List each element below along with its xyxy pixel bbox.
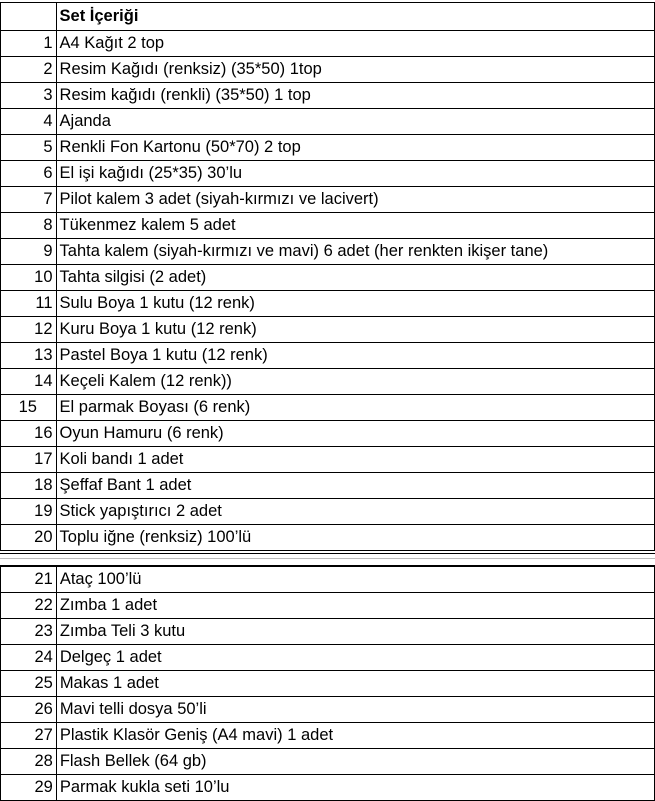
item-description-cell: Kuru Boya 1 kutu (12 renk): [56, 317, 654, 343]
item-description-cell: Sulu Boya 1 kutu (12 renk): [56, 291, 654, 317]
item-description-cell: Renkli Fon Kartonu (50*70) 2 top: [56, 135, 654, 161]
item-description-cell: Tükenmez kalem 5 adet: [56, 213, 654, 239]
row-number-cell: 12: [1, 317, 57, 343]
item-description-cell: Oyun Hamuru (6 renk): [56, 421, 654, 447]
item-description-cell: Tahta kalem (siyah-kırmızı ve mavi) 6 adet (her renkten ikişer tane): [56, 239, 654, 265]
table-row: [1, 723, 655, 749]
item-description-cell: Pilot kalem 3 adet (siyah-kırmızı ve lacivert): [56, 187, 654, 213]
table-row: [1, 109, 655, 135]
row-number-cell: 27: [1, 723, 57, 749]
row-number-cell: 14: [1, 369, 57, 395]
row-number-cell: 24: [1, 645, 57, 671]
item-description-cell: Şeffaf Bant 1 adet: [56, 473, 654, 499]
row-number-cell: 16: [1, 421, 57, 447]
item-description-cell: El işi kağıdı (25*35) 30’lu: [56, 161, 654, 187]
item-description-cell: Stick yapıştırıcı 2 adet: [56, 499, 654, 525]
table-row: [1, 83, 655, 109]
row-number-cell: 23: [1, 619, 57, 645]
row-number-cell: 28: [1, 749, 57, 775]
row-number-cell: 11: [1, 291, 57, 317]
item-description-cell: Parmak kukla seti 10’lu: [56, 775, 654, 801]
row-number-cell: 4: [1, 109, 57, 135]
table-row: [1, 749, 655, 775]
item-description-cell: Flash Bellek (64 gb): [56, 749, 654, 775]
row-number-cell: 9: [1, 239, 57, 265]
row-number-cell: 10: [1, 265, 57, 291]
row-number-cell: 19: [1, 499, 57, 525]
item-description-cell: Pastel Boya 1 kutu (12 renk): [56, 343, 654, 369]
item-description-cell: Tahta silgisi (2 adet): [56, 265, 654, 291]
table-row: [1, 291, 655, 317]
row-number-cell: 25: [1, 671, 57, 697]
row-number-cell: 2: [1, 57, 57, 83]
table-row: [1, 593, 655, 619]
table-row: [1, 343, 655, 369]
item-description-cell: Plastik Klasör Geniş (A4 mavi) 1 adet: [56, 723, 654, 749]
supply-list-table-bottom: [0, 566, 655, 801]
row-number-cell: 7: [1, 187, 57, 213]
supply-list-table-top: [0, 2, 655, 551]
table-row: [1, 395, 655, 421]
table-row: [1, 31, 655, 57]
table-row: [1, 525, 655, 551]
item-description-cell: Ajanda: [56, 109, 654, 135]
table-body-bottom: [1, 567, 655, 801]
table-row: [1, 317, 655, 343]
header-title-cell: Set İçeriği: [56, 3, 654, 31]
row-number-cell: 13: [1, 343, 57, 369]
table-row: [1, 421, 655, 447]
table-row: [1, 619, 655, 645]
item-description-cell: A4 Kağıt 2 top: [56, 31, 654, 57]
table-row: [1, 239, 655, 265]
table-row: [1, 265, 655, 291]
row-number-cell: 15: [1, 395, 57, 421]
item-description-cell: Toplu iğne (renksiz) 100’lü: [56, 525, 654, 551]
table-row: [1, 473, 655, 499]
row-number-cell: 18: [1, 473, 57, 499]
page-break-separator: [0, 553, 655, 566]
header-number-cell: [1, 3, 57, 31]
table-row: [1, 645, 655, 671]
item-description-cell: Keçeli Kalem (12 renk)): [56, 369, 654, 395]
row-number-cell: 8: [1, 213, 57, 239]
table-row: [1, 697, 655, 723]
item-description-cell: Zımba Teli 3 kutu: [56, 619, 654, 645]
table-row: [1, 499, 655, 525]
item-description-cell: Resim kağıdı (renkli) (35*50) 1 top: [56, 83, 654, 109]
item-description-cell: Makas 1 adet: [56, 671, 654, 697]
row-number-cell: 26: [1, 697, 57, 723]
row-number-cell: 20: [1, 525, 57, 551]
row-number-cell: 5: [1, 135, 57, 161]
row-number-cell: 17: [1, 447, 57, 473]
table-row: [1, 135, 655, 161]
table-row: [1, 161, 655, 187]
table-row: [1, 775, 655, 801]
table-body-top: [1, 31, 655, 551]
table-row: [1, 187, 655, 213]
table-row: [1, 671, 655, 697]
row-number-cell: 1: [1, 31, 57, 57]
item-description-cell: El parmak Boyası (6 renk): [56, 395, 654, 421]
row-number-cell: 3: [1, 83, 57, 109]
table-row: [1, 447, 655, 473]
item-description-cell: Mavi telli dosya 50’li: [56, 697, 654, 723]
item-description-cell: Resim Kağıdı (renksiz) (35*50) 1top: [56, 57, 654, 83]
table-row: [1, 567, 655, 593]
table-row: [1, 369, 655, 395]
row-number-cell: 21: [1, 567, 57, 593]
item-description-cell: Zımba 1 adet: [56, 593, 654, 619]
row-number-cell: 29: [1, 775, 57, 801]
table-row: [1, 213, 655, 239]
item-description-cell: Delgeç 1 adet: [56, 645, 654, 671]
table-header-row: [1, 3, 655, 31]
row-number-cell: 6: [1, 161, 57, 187]
item-description-cell: Ataç 100’lü: [56, 567, 654, 593]
row-number-cell: 22: [1, 593, 57, 619]
item-description-cell: Koli bandı 1 adet: [56, 447, 654, 473]
table-row: [1, 57, 655, 83]
